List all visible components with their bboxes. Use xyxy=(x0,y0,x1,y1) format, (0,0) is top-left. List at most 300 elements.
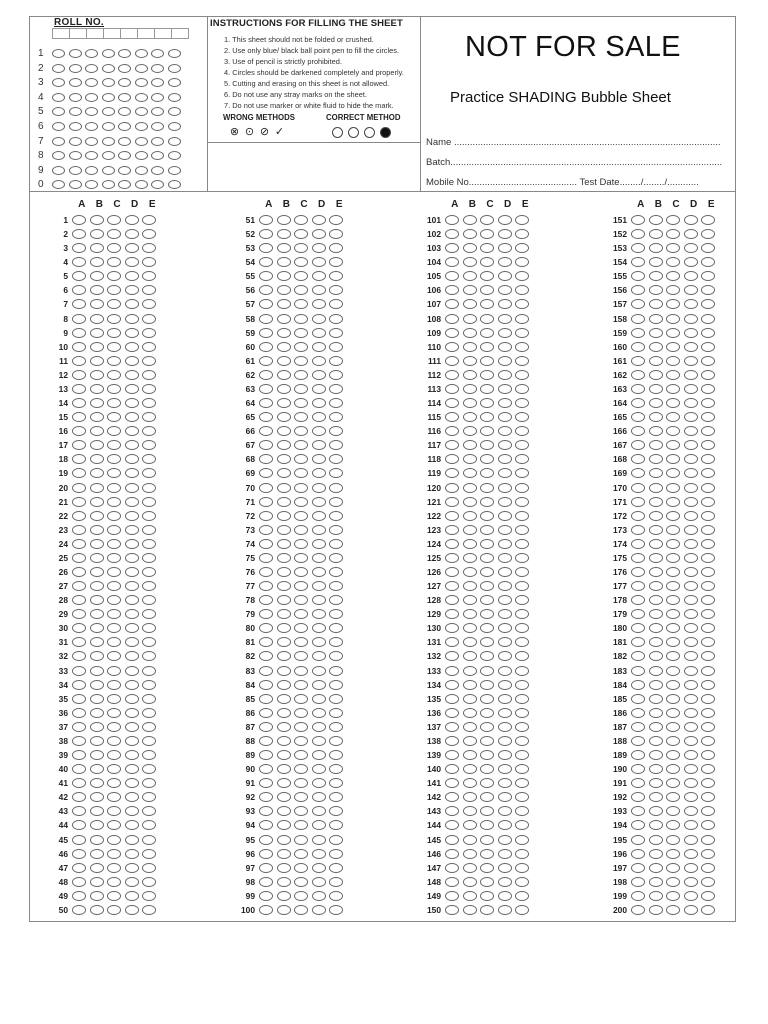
answer-bubble[interactable] xyxy=(631,342,645,352)
answer-bubble[interactable] xyxy=(649,651,663,661)
answer-bubble[interactable] xyxy=(480,609,494,619)
answer-bubble[interactable] xyxy=(666,581,680,591)
answer-bubble[interactable] xyxy=(480,215,494,225)
answer-bubble[interactable] xyxy=(463,384,477,394)
roll-bubble[interactable] xyxy=(102,107,115,116)
answer-bubble[interactable] xyxy=(72,905,86,915)
answer-bubble[interactable] xyxy=(701,764,715,774)
answer-bubble[interactable] xyxy=(684,595,698,605)
answer-bubble[interactable] xyxy=(142,778,156,788)
answer-bubble[interactable] xyxy=(701,849,715,859)
answer-bubble[interactable] xyxy=(480,539,494,549)
answer-bubble[interactable] xyxy=(631,623,645,633)
answer-bubble[interactable] xyxy=(684,609,698,619)
answer-bubble[interactable] xyxy=(72,651,86,661)
answer-bubble[interactable] xyxy=(631,525,645,535)
answer-bubble[interactable] xyxy=(498,229,512,239)
answer-bubble[interactable] xyxy=(277,370,291,380)
answer-bubble[interactable] xyxy=(312,792,326,802)
answer-bubble[interactable] xyxy=(684,567,698,577)
answer-bubble[interactable] xyxy=(463,835,477,845)
answer-bubble[interactable] xyxy=(649,708,663,718)
answer-bubble[interactable] xyxy=(72,229,86,239)
answer-bubble[interactable] xyxy=(445,835,459,845)
answer-bubble[interactable] xyxy=(445,722,459,732)
answer-bubble[interactable] xyxy=(142,328,156,338)
answer-bubble[interactable] xyxy=(649,426,663,436)
answer-bubble[interactable] xyxy=(329,651,343,661)
answer-bubble[interactable] xyxy=(649,285,663,295)
roll-bubble[interactable] xyxy=(52,137,65,146)
answer-bubble[interactable] xyxy=(684,750,698,760)
answer-bubble[interactable] xyxy=(701,314,715,324)
answer-bubble[interactable] xyxy=(107,863,121,873)
answer-bubble[interactable] xyxy=(480,553,494,563)
answer-bubble[interactable] xyxy=(498,637,512,647)
answer-bubble[interactable] xyxy=(480,257,494,267)
answer-bubble[interactable] xyxy=(90,694,104,704)
answer-bubble[interactable] xyxy=(631,680,645,690)
answer-bubble[interactable] xyxy=(277,820,291,830)
answer-bubble[interactable] xyxy=(445,877,459,887)
answer-bubble[interactable] xyxy=(684,483,698,493)
answer-bubble[interactable] xyxy=(142,257,156,267)
answer-bubble[interactable] xyxy=(445,708,459,718)
answer-bubble[interactable] xyxy=(259,694,273,704)
roll-bubble[interactable] xyxy=(118,78,131,87)
answer-bubble[interactable] xyxy=(72,271,86,281)
answer-bubble[interactable] xyxy=(515,708,529,718)
answer-bubble[interactable] xyxy=(498,694,512,704)
answer-bubble[interactable] xyxy=(649,356,663,366)
answer-bubble[interactable] xyxy=(498,356,512,366)
roll-digit-box[interactable] xyxy=(137,28,155,39)
answer-bubble[interactable] xyxy=(329,370,343,380)
answer-bubble[interactable] xyxy=(701,694,715,704)
answer-bubble[interactable] xyxy=(329,525,343,535)
answer-bubble[interactable] xyxy=(259,426,273,436)
answer-bubble[interactable] xyxy=(259,412,273,422)
answer-bubble[interactable] xyxy=(312,412,326,422)
answer-bubble[interactable] xyxy=(515,483,529,493)
answer-bubble[interactable] xyxy=(445,314,459,324)
answer-bubble[interactable] xyxy=(515,595,529,605)
answer-bubble[interactable] xyxy=(107,398,121,408)
roll-bubble[interactable] xyxy=(168,64,181,73)
answer-bubble[interactable] xyxy=(631,666,645,676)
answer-bubble[interactable] xyxy=(649,736,663,746)
answer-bubble[interactable] xyxy=(72,736,86,746)
answer-bubble[interactable] xyxy=(666,623,680,633)
answer-bubble[interactable] xyxy=(107,328,121,338)
answer-bubble[interactable] xyxy=(90,835,104,845)
roll-bubble[interactable] xyxy=(151,49,164,58)
answer-bubble[interactable] xyxy=(90,285,104,295)
answer-bubble[interactable] xyxy=(701,398,715,408)
answer-bubble[interactable] xyxy=(445,229,459,239)
answer-bubble[interactable] xyxy=(72,539,86,549)
answer-bubble[interactable] xyxy=(631,497,645,507)
answer-bubble[interactable] xyxy=(312,426,326,436)
answer-bubble[interactable] xyxy=(107,370,121,380)
answer-bubble[interactable] xyxy=(329,271,343,281)
answer-bubble[interactable] xyxy=(294,525,308,535)
answer-bubble[interactable] xyxy=(72,257,86,267)
answer-bubble[interactable] xyxy=(631,553,645,563)
answer-bubble[interactable] xyxy=(631,877,645,887)
answer-bubble[interactable] xyxy=(90,356,104,366)
answer-bubble[interactable] xyxy=(498,370,512,380)
answer-bubble[interactable] xyxy=(684,511,698,521)
answer-bubble[interactable] xyxy=(498,398,512,408)
answer-bubble[interactable] xyxy=(72,623,86,633)
answer-bubble[interactable] xyxy=(90,891,104,901)
answer-bubble[interactable] xyxy=(498,609,512,619)
answer-bubble[interactable] xyxy=(666,328,680,338)
answer-bubble[interactable] xyxy=(90,849,104,859)
answer-bubble[interactable] xyxy=(277,384,291,394)
answer-bubble[interactable] xyxy=(666,708,680,718)
answer-bubble[interactable] xyxy=(312,356,326,366)
answer-bubble[interactable] xyxy=(294,651,308,661)
answer-bubble[interactable] xyxy=(312,680,326,690)
roll-bubble[interactable] xyxy=(52,151,65,160)
answer-bubble[interactable] xyxy=(125,384,139,394)
answer-bubble[interactable] xyxy=(701,905,715,915)
answer-bubble[interactable] xyxy=(259,891,273,901)
answer-bubble[interactable] xyxy=(631,849,645,859)
answer-bubble[interactable] xyxy=(312,314,326,324)
answer-bubble[interactable] xyxy=(515,468,529,478)
answer-bubble[interactable] xyxy=(90,581,104,591)
answer-bubble[interactable] xyxy=(329,891,343,901)
answer-bubble[interactable] xyxy=(107,511,121,521)
answer-bubble[interactable] xyxy=(498,806,512,816)
answer-bubble[interactable] xyxy=(515,356,529,366)
roll-digit-box[interactable] xyxy=(171,28,189,39)
answer-bubble[interactable] xyxy=(125,637,139,647)
answer-bubble[interactable] xyxy=(480,314,494,324)
answer-bubble[interactable] xyxy=(684,553,698,563)
answer-bubble[interactable] xyxy=(312,722,326,732)
answer-bubble[interactable] xyxy=(463,257,477,267)
roll-bubble[interactable] xyxy=(52,122,65,131)
answer-bubble[interactable] xyxy=(294,581,308,591)
answer-bubble[interactable] xyxy=(312,553,326,563)
answer-bubble[interactable] xyxy=(515,412,529,422)
answer-bubble[interactable] xyxy=(666,835,680,845)
answer-bubble[interactable] xyxy=(72,454,86,464)
roll-bubble[interactable] xyxy=(52,107,65,116)
answer-bubble[interactable] xyxy=(515,511,529,521)
answer-bubble[interactable] xyxy=(277,440,291,450)
answer-bubble[interactable] xyxy=(498,215,512,225)
answer-bubble[interactable] xyxy=(142,708,156,718)
answer-bubble[interactable] xyxy=(125,609,139,619)
answer-bubble[interactable] xyxy=(259,609,273,619)
answer-bubble[interactable] xyxy=(701,511,715,521)
answer-bubble[interactable] xyxy=(90,877,104,887)
answer-bubble[interactable] xyxy=(649,820,663,830)
answer-bubble[interactable] xyxy=(90,342,104,352)
answer-bubble[interactable] xyxy=(259,849,273,859)
answer-bubble[interactable] xyxy=(72,553,86,563)
answer-bubble[interactable] xyxy=(480,299,494,309)
answer-bubble[interactable] xyxy=(666,271,680,281)
answer-bubble[interactable] xyxy=(480,778,494,788)
answer-bubble[interactable] xyxy=(701,581,715,591)
answer-bubble[interactable] xyxy=(107,553,121,563)
roll-bubble[interactable] xyxy=(151,151,164,160)
answer-bubble[interactable] xyxy=(329,905,343,915)
answer-bubble[interactable] xyxy=(72,398,86,408)
answer-bubble[interactable] xyxy=(107,299,121,309)
answer-bubble[interactable] xyxy=(684,497,698,507)
answer-bubble[interactable] xyxy=(666,637,680,647)
answer-bubble[interactable] xyxy=(701,623,715,633)
answer-bubble[interactable] xyxy=(90,680,104,690)
answer-bubble[interactable] xyxy=(480,891,494,901)
answer-bubble[interactable] xyxy=(294,342,308,352)
answer-bubble[interactable] xyxy=(480,849,494,859)
answer-bubble[interactable] xyxy=(515,623,529,633)
roll-bubble[interactable] xyxy=(135,137,148,146)
answer-bubble[interactable] xyxy=(312,497,326,507)
roll-bubble[interactable] xyxy=(102,78,115,87)
answer-bubble[interactable] xyxy=(684,820,698,830)
answer-bubble[interactable] xyxy=(294,722,308,732)
answer-bubble[interactable] xyxy=(498,778,512,788)
answer-bubble[interactable] xyxy=(142,694,156,704)
answer-bubble[interactable] xyxy=(701,370,715,380)
answer-bubble[interactable] xyxy=(142,820,156,830)
answer-bubble[interactable] xyxy=(259,285,273,295)
answer-bubble[interactable] xyxy=(259,905,273,915)
answer-bubble[interactable] xyxy=(684,637,698,647)
answer-bubble[interactable] xyxy=(701,708,715,718)
answer-bubble[interactable] xyxy=(498,243,512,253)
answer-bubble[interactable] xyxy=(515,384,529,394)
answer-bubble[interactable] xyxy=(312,877,326,887)
answer-bubble[interactable] xyxy=(631,314,645,324)
answer-bubble[interactable] xyxy=(649,497,663,507)
answer-bubble[interactable] xyxy=(515,497,529,507)
answer-bubble[interactable] xyxy=(701,229,715,239)
answer-bubble[interactable] xyxy=(463,553,477,563)
answer-bubble[interactable] xyxy=(312,694,326,704)
answer-bubble[interactable] xyxy=(329,849,343,859)
answer-bubble[interactable] xyxy=(666,215,680,225)
answer-bubble[interactable] xyxy=(294,694,308,704)
answer-bubble[interactable] xyxy=(649,567,663,577)
answer-bubble[interactable] xyxy=(649,370,663,380)
answer-bubble[interactable] xyxy=(701,877,715,887)
answer-bubble[interactable] xyxy=(445,623,459,633)
answer-bubble[interactable] xyxy=(259,511,273,521)
roll-bubble[interactable] xyxy=(69,137,82,146)
answer-bubble[interactable] xyxy=(684,905,698,915)
answer-bubble[interactable] xyxy=(666,370,680,380)
answer-bubble[interactable] xyxy=(649,680,663,690)
answer-bubble[interactable] xyxy=(515,567,529,577)
answer-bubble[interactable] xyxy=(329,680,343,690)
answer-bubble[interactable] xyxy=(515,454,529,464)
answer-bubble[interactable] xyxy=(649,229,663,239)
answer-bubble[interactable] xyxy=(515,764,529,774)
answer-bubble[interactable] xyxy=(515,792,529,802)
answer-bubble[interactable] xyxy=(515,299,529,309)
answer-bubble[interactable] xyxy=(125,215,139,225)
answer-bubble[interactable] xyxy=(445,468,459,478)
answer-bubble[interactable] xyxy=(312,567,326,577)
answer-bubble[interactable] xyxy=(463,637,477,647)
roll-bubble[interactable] xyxy=(52,64,65,73)
answer-bubble[interactable] xyxy=(445,412,459,422)
answer-bubble[interactable] xyxy=(445,440,459,450)
answer-bubble[interactable] xyxy=(684,849,698,859)
answer-bubble[interactable] xyxy=(259,722,273,732)
answer-bubble[interactable] xyxy=(480,342,494,352)
answer-bubble[interactable] xyxy=(649,454,663,464)
answer-bubble[interactable] xyxy=(294,384,308,394)
answer-bubble[interactable] xyxy=(312,609,326,619)
answer-bubble[interactable] xyxy=(294,820,308,830)
answer-bubble[interactable] xyxy=(701,806,715,816)
answer-bubble[interactable] xyxy=(90,271,104,281)
answer-bubble[interactable] xyxy=(294,356,308,366)
answer-bubble[interactable] xyxy=(684,314,698,324)
answer-bubble[interactable] xyxy=(445,299,459,309)
answer-bubble[interactable] xyxy=(463,215,477,225)
answer-bubble[interactable] xyxy=(72,609,86,619)
answer-bubble[interactable] xyxy=(125,877,139,887)
answer-bubble[interactable] xyxy=(329,820,343,830)
answer-bubble[interactable] xyxy=(277,229,291,239)
answer-bubble[interactable] xyxy=(480,285,494,295)
answer-bubble[interactable] xyxy=(515,257,529,267)
answer-bubble[interactable] xyxy=(666,609,680,619)
answer-bubble[interactable] xyxy=(701,722,715,732)
answer-bubble[interactable] xyxy=(684,285,698,295)
answer-bubble[interactable] xyxy=(463,328,477,338)
answer-bubble[interactable] xyxy=(312,440,326,450)
answer-bubble[interactable] xyxy=(631,595,645,605)
answer-bubble[interactable] xyxy=(480,820,494,830)
answer-bubble[interactable] xyxy=(90,708,104,718)
answer-bubble[interactable] xyxy=(480,525,494,535)
answer-bubble[interactable] xyxy=(445,356,459,366)
answer-bubble[interactable] xyxy=(480,835,494,845)
answer-bubble[interactable] xyxy=(463,567,477,577)
answer-bubble[interactable] xyxy=(72,722,86,732)
mobile-testdate-field[interactable]: Mobile No......................................... Test Date......../......../............ xyxy=(426,177,699,188)
answer-bubble[interactable] xyxy=(259,243,273,253)
roll-bubble[interactable] xyxy=(85,122,98,131)
answer-bubble[interactable] xyxy=(277,609,291,619)
answer-bubble[interactable] xyxy=(649,694,663,704)
answer-bubble[interactable] xyxy=(72,342,86,352)
roll-bubble[interactable] xyxy=(135,180,148,189)
answer-bubble[interactable] xyxy=(125,511,139,521)
answer-bubble[interactable] xyxy=(445,215,459,225)
answer-bubble[interactable] xyxy=(312,229,326,239)
answer-bubble[interactable] xyxy=(498,849,512,859)
answer-bubble[interactable] xyxy=(294,328,308,338)
answer-bubble[interactable] xyxy=(684,539,698,549)
answer-bubble[interactable] xyxy=(142,905,156,915)
answer-bubble[interactable] xyxy=(142,440,156,450)
answer-bubble[interactable] xyxy=(277,905,291,915)
answer-bubble[interactable] xyxy=(480,694,494,704)
answer-bubble[interactable] xyxy=(498,666,512,676)
answer-bubble[interactable] xyxy=(277,680,291,690)
answer-bubble[interactable] xyxy=(329,454,343,464)
answer-bubble[interactable] xyxy=(107,356,121,366)
answer-bubble[interactable] xyxy=(125,398,139,408)
answer-bubble[interactable] xyxy=(515,877,529,887)
answer-bubble[interactable] xyxy=(480,497,494,507)
answer-bubble[interactable] xyxy=(480,750,494,760)
answer-bubble[interactable] xyxy=(498,440,512,450)
answer-bubble[interactable] xyxy=(515,736,529,746)
answer-bubble[interactable] xyxy=(90,567,104,577)
answer-bubble[interactable] xyxy=(666,384,680,394)
answer-bubble[interactable] xyxy=(684,806,698,816)
answer-bubble[interactable] xyxy=(329,539,343,549)
answer-bubble[interactable] xyxy=(701,525,715,535)
answer-bubble[interactable] xyxy=(312,708,326,718)
answer-bubble[interactable] xyxy=(72,666,86,676)
answer-bubble[interactable] xyxy=(463,440,477,450)
answer-bubble[interactable] xyxy=(701,384,715,394)
answer-bubble[interactable] xyxy=(72,483,86,493)
answer-bubble[interactable] xyxy=(515,426,529,436)
answer-bubble[interactable] xyxy=(142,651,156,661)
answer-bubble[interactable] xyxy=(312,623,326,633)
answer-bubble[interactable] xyxy=(701,680,715,690)
answer-bubble[interactable] xyxy=(277,694,291,704)
answer-bubble[interactable] xyxy=(90,398,104,408)
answer-bubble[interactable] xyxy=(631,412,645,422)
answer-bubble[interactable] xyxy=(90,595,104,605)
answer-bubble[interactable] xyxy=(107,342,121,352)
answer-bubble[interactable] xyxy=(294,792,308,802)
answer-bubble[interactable] xyxy=(142,398,156,408)
roll-bubble[interactable] xyxy=(151,122,164,131)
answer-bubble[interactable] xyxy=(90,215,104,225)
answer-bubble[interactable] xyxy=(90,426,104,436)
answer-bubble[interactable] xyxy=(277,666,291,676)
answer-bubble[interactable] xyxy=(631,454,645,464)
answer-bubble[interactable] xyxy=(294,314,308,324)
answer-bubble[interactable] xyxy=(90,299,104,309)
roll-bubble[interactable] xyxy=(151,137,164,146)
answer-bubble[interactable] xyxy=(463,285,477,295)
answer-bubble[interactable] xyxy=(631,581,645,591)
answer-bubble[interactable] xyxy=(445,539,459,549)
answer-bubble[interactable] xyxy=(631,483,645,493)
answer-bubble[interactable] xyxy=(463,271,477,281)
answer-bubble[interactable] xyxy=(631,764,645,774)
roll-bubble[interactable] xyxy=(85,49,98,58)
answer-bubble[interactable] xyxy=(107,483,121,493)
answer-bubble[interactable] xyxy=(277,792,291,802)
answer-bubble[interactable] xyxy=(90,511,104,521)
answer-bubble[interactable] xyxy=(666,342,680,352)
answer-bubble[interactable] xyxy=(294,370,308,380)
answer-bubble[interactable] xyxy=(277,497,291,507)
answer-bubble[interactable] xyxy=(277,215,291,225)
